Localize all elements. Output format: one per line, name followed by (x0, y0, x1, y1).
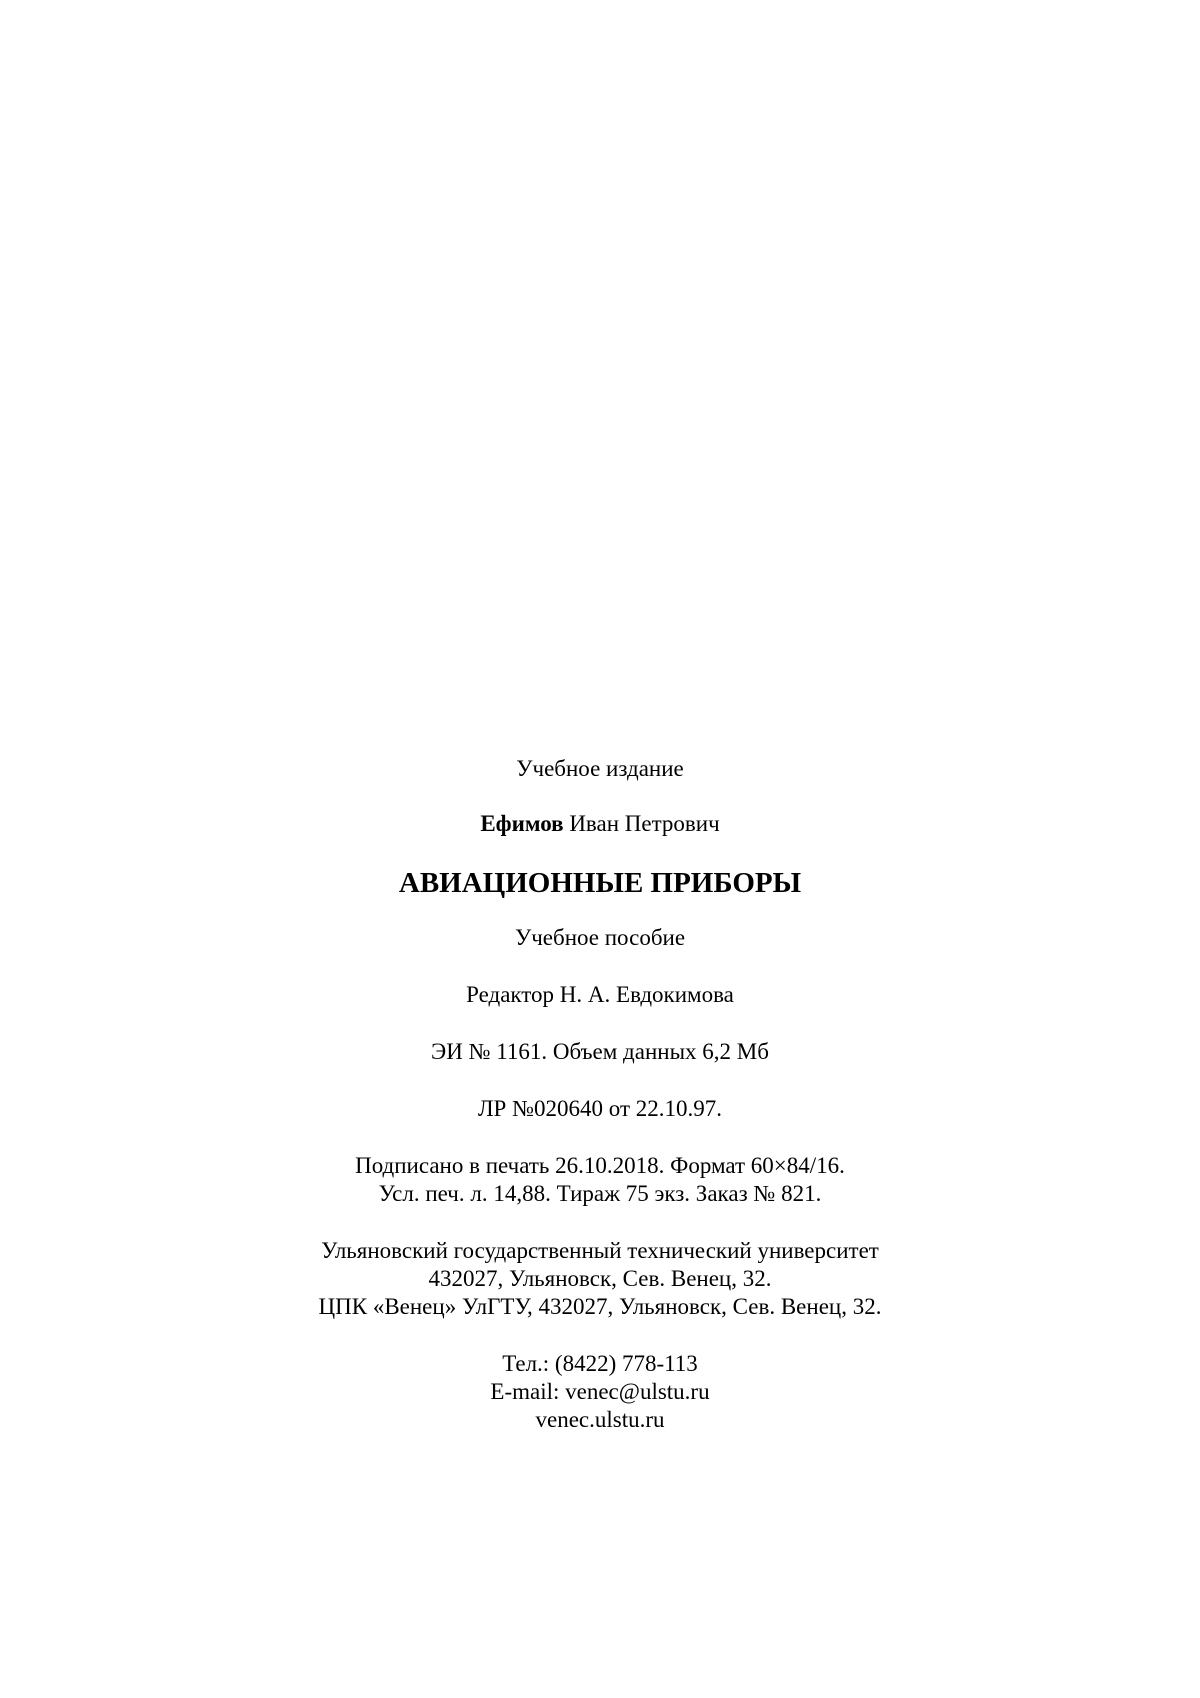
printing-center: ЦПК «Венец» УлГТУ, 432027, Ульяновск, Сев. Венец, 32. (318, 1294, 882, 1319)
book-genre: Учебное пособие (514, 925, 686, 950)
university-name: Ульяновский государственный технический университет (321, 1238, 879, 1263)
author-given-name: Иван Петрович (563, 811, 720, 836)
phone-line: Тел.: (8422) 778-113 (502, 1351, 698, 1376)
ei-line: ЭИ № 1161. Объем данных 6,2 Мб (431, 1039, 769, 1064)
signed-to-print-line: Подписано в печать 26.10.2018. Формат 60×84/16. (355, 1153, 845, 1178)
editor-line: Редактор Н. А. Евдокимова (466, 982, 734, 1007)
author-surname: Ефимов (480, 811, 564, 836)
website-line: venec.ulstu.ru (535, 1407, 665, 1432)
book-title: АВИАЦИОННЫЕ ПРИБОРЫ (398, 867, 802, 899)
university-address: 432027, Ульяновск, Сев. Венец, 32. (428, 1266, 772, 1291)
email-line: E-mail: venec@ulstu.ru (490, 1379, 710, 1404)
author-line (0, 810, 1200, 838)
lr-line: ЛР №020640 от 22.10.97. (477, 1096, 723, 1121)
edition-type: Учебное издание (516, 756, 684, 781)
print-sheets-line: Усл. печ. л. 14,88. Тираж 75 экз. Заказ № 821. (378, 1181, 822, 1206)
